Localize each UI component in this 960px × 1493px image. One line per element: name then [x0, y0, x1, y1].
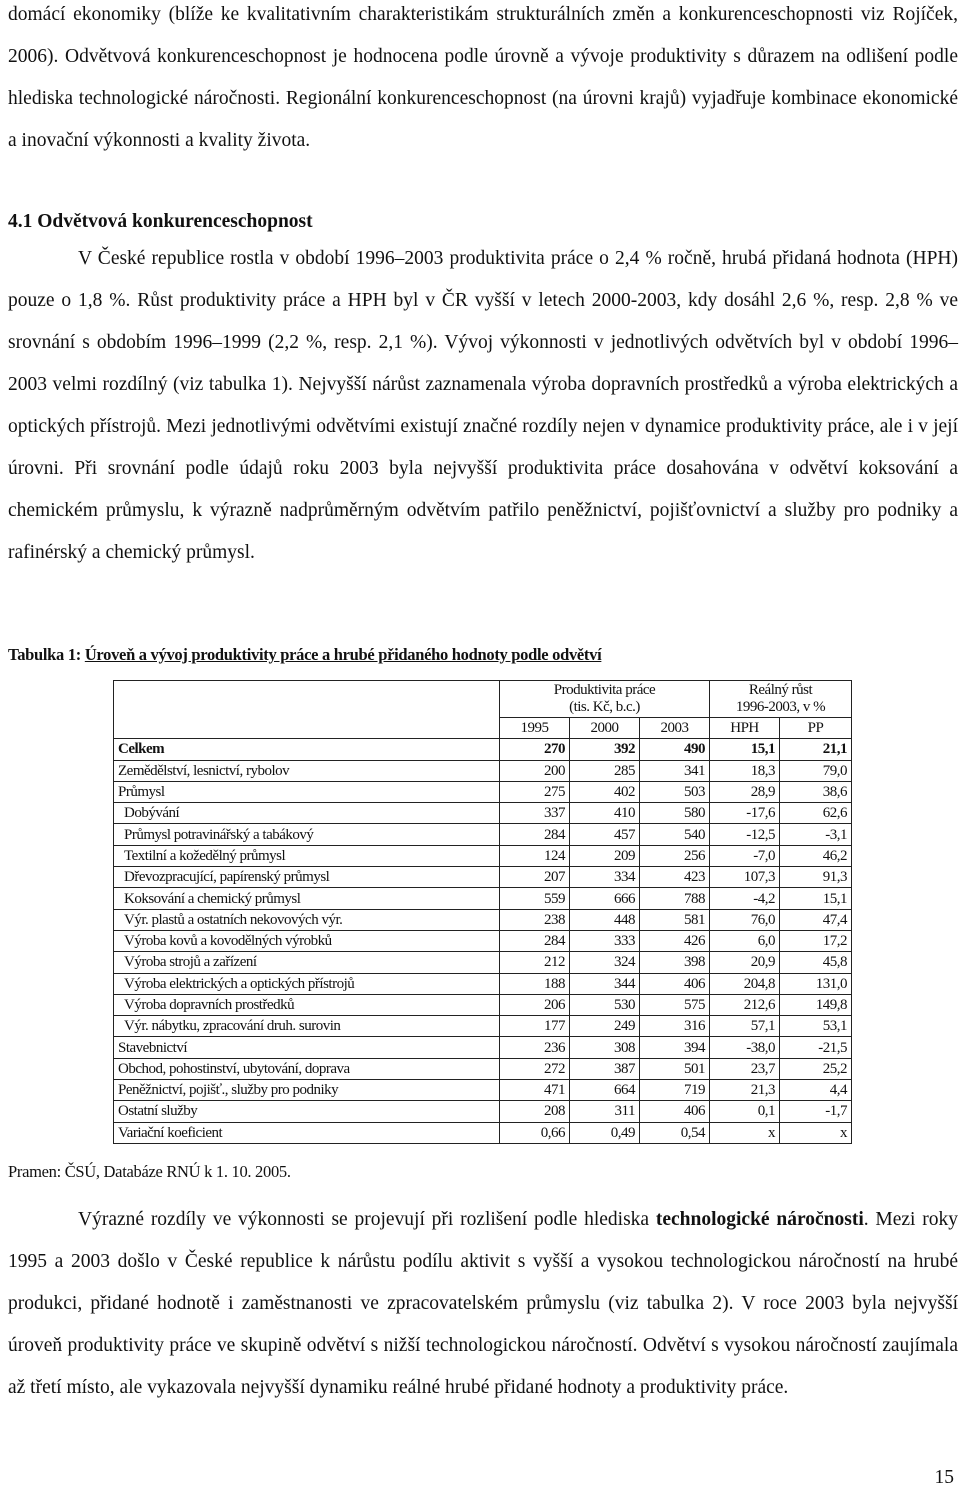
row-label: Celkem [114, 739, 500, 760]
table-row [114, 739, 852, 760]
row-value: 275 [500, 781, 570, 802]
row-value: 6,0 [710, 930, 780, 951]
row-value: 311 [570, 1101, 640, 1122]
row-value: 402 [570, 781, 640, 802]
row-value: 177 [500, 1016, 570, 1037]
table-row [114, 1101, 852, 1122]
header-group-growth [710, 681, 852, 718]
subheader-empty-cell [114, 718, 500, 739]
row-value: 57,1 [710, 1016, 780, 1037]
row-value: 249 [570, 1016, 640, 1037]
header-group-growth-line1: Reálný růst [748, 682, 813, 698]
row-value: 324 [570, 952, 640, 973]
row-value: 212 [500, 952, 570, 973]
row-value: 392 [570, 739, 640, 760]
row-label: Výroba elektrických a optických přístrojů [114, 973, 500, 994]
table-row [114, 1037, 852, 1058]
row-value: 206 [500, 994, 570, 1015]
row-value: 664 [570, 1080, 640, 1101]
row-value: -38,0 [710, 1037, 780, 1058]
row-value: 208 [500, 1101, 570, 1122]
row-label: Výroba kovů a kovodělných výrobků [114, 930, 500, 951]
row-value: 4,4 [780, 1080, 852, 1101]
row-value: 47,4 [780, 909, 852, 930]
row-value: 423 [640, 867, 710, 888]
row-value: -12,5 [710, 824, 780, 845]
row-value: 398 [640, 952, 710, 973]
row-value: 581 [640, 909, 710, 930]
row-label: Variační koeficient [114, 1122, 500, 1143]
row-value: 387 [570, 1058, 640, 1079]
table-row [114, 888, 852, 909]
row-value: 18,3 [710, 760, 780, 781]
row-value: 341 [640, 760, 710, 781]
table-row [114, 867, 852, 888]
table-caption-label: Tabulka 1 [8, 645, 76, 664]
row-value: 406 [640, 1101, 710, 1122]
row-value: 503 [640, 781, 710, 802]
row-value: 344 [570, 973, 640, 994]
table-row [114, 973, 852, 994]
row-value: 316 [640, 1016, 710, 1037]
row-value: 238 [500, 909, 570, 930]
final-paragraph-part1: Výrazné rozdíly ve výkonnosti se projevují při rozlišení podle hlediska [78, 1209, 656, 1230]
row-value: 107,3 [710, 867, 780, 888]
row-value: 270 [500, 739, 570, 760]
row-value: 131,0 [780, 973, 852, 994]
row-value: 21,1 [780, 739, 852, 760]
table-row [114, 824, 852, 845]
source-note: Pramen: ČSÚ, Databáze RNÚ k 1. 10. 2005. [8, 1162, 291, 1181]
row-value: 406 [640, 973, 710, 994]
row-value: 256 [640, 845, 710, 866]
row-value: -4,2 [710, 888, 780, 909]
table-row [114, 760, 852, 781]
table-row [114, 1016, 852, 1037]
row-value: 207 [500, 867, 570, 888]
row-value: 457 [570, 824, 640, 845]
table-header-row [114, 681, 852, 718]
row-value: 25,2 [780, 1058, 852, 1079]
row-label: Průmysl [114, 781, 500, 802]
row-label: Zemědělství, lesnictví, rybolov [114, 760, 500, 781]
row-value: 62,6 [780, 803, 852, 824]
row-value: 426 [640, 930, 710, 951]
subheader-cell: 1995 [500, 718, 570, 739]
row-value: 394 [640, 1037, 710, 1058]
row-label: Koksování a chemický průmysl [114, 888, 500, 909]
row-value: 448 [570, 909, 640, 930]
table-row [114, 1080, 852, 1101]
header-group-productivity-line2: (tis. Kč, b.c.) [569, 699, 640, 715]
row-value: 149,8 [780, 994, 852, 1015]
row-label: Stavebnictví [114, 1037, 500, 1058]
subheader-cell: 2003 [640, 718, 710, 739]
row-value: -21,5 [780, 1037, 852, 1058]
table-row [114, 1122, 852, 1143]
row-value: 236 [500, 1037, 570, 1058]
row-value: 285 [570, 760, 640, 781]
row-value: 20,9 [710, 952, 780, 973]
row-value: 76,0 [710, 909, 780, 930]
row-value: 580 [640, 803, 710, 824]
row-value: 530 [570, 994, 640, 1015]
row-value: 204,8 [710, 973, 780, 994]
row-value: -17,6 [710, 803, 780, 824]
row-value: 17,2 [780, 930, 852, 951]
row-label: Výr. nábytku, zpracování druh. surovin [114, 1016, 500, 1037]
row-value: 28,9 [710, 781, 780, 802]
row-value: 91,3 [780, 867, 852, 888]
table-row [114, 930, 852, 951]
row-label: Dřevozpracující, papírenský průmysl [114, 867, 500, 888]
table-body [114, 739, 852, 1144]
row-value: 46,2 [780, 845, 852, 866]
section-paragraph: V České republice rostla v období 1996–2003 produktivita práce o 2,4 % ročně, hrubá přidaná hodnota (HPH) pouze o 1,8 %. Růst produktivity práce a HPH byl v ČR vyšší v letech 2000-2003, kdy dosáhl 2,6 %, resp. 2,8 % ve srovnání s obdobím 1996–1999 (2,2 %, resp. 2,1 %). Vývoj výkonnosti v jednotlivých odvětvích byl v období 1996–2003 velmi rozdílný (viz tabulka 1). Nejvyšší nárůst zaznamenala výroba dopravních prostředků a výroba elektrických a optických přístrojů. Mezi jednotlivými odvětvími existují značné rozdíly nejen v dynamice produktivity práce, ale i v její úrovni. Při srovnání podle údajů roku 2003 byla nejvyšší produktivita práce dosahována v odvětví koksování a chemickém průmyslu, k výrazně nadprůměrným odvětvím patřilo peněžnictví, pojišťovnictví a služby pro podniky a rafinérský a chemický průmysl. [8, 248, 958, 563]
table-row [114, 952, 852, 973]
row-value: 284 [500, 824, 570, 845]
row-value: -1,7 [780, 1101, 852, 1122]
row-value: 209 [570, 845, 640, 866]
table-caption-separator: : [75, 645, 85, 664]
row-value: 212,6 [710, 994, 780, 1015]
row-label: Výroba strojů a zařízení [114, 952, 500, 973]
intro-paragraph: domácí ekonomiky (blíže ke kvalitativním charakteristikám strukturálních změn a konkurenceschopnosti viz Rojíček, 2006). Odvětvová konkurenceschopnost je hodnocena podle úrovně a vývoje produktivity s důrazem na odlišení podle hlediska technologické náročnosti. Regionální konkurenceschopnost (na úrovni krajů) vyjadřuje kombinace ekonomické a inovační výkonnosti a kvality života. [8, 4, 958, 151]
subheader-cell: 2000 [570, 718, 640, 739]
row-label: Průmysl potravinářský a tabákový [114, 824, 500, 845]
row-value: 490 [640, 739, 710, 760]
page-number: 15 [934, 1467, 954, 1488]
table-row [114, 845, 852, 866]
row-value: 471 [500, 1080, 570, 1101]
table-row [114, 994, 852, 1015]
row-value: 666 [570, 888, 640, 909]
final-paragraph-part2: . Mezi roky 1995 a 2003 došlo v České republice k nárůstu podílu aktivit s vyšší a vysokou technologickou náročností na hrubé produkci, přidané hodnotě i zaměstnanosti ve zpracovatelském průmyslu (viz tabulka 2). V roce 2003 byla nejvyšší úroveň produktivity práce ve skupině odvětví s nižší technologickou náročností. Odvětví s vysokou náročností zaujímala až třetí místo, ale vykazovala nejvyšší dynamiku reálné hrubé přidané hodnoty a produktivity práce. [8, 1209, 958, 1398]
table-subheader-row [114, 718, 852, 739]
row-value: 0,54 [640, 1122, 710, 1143]
final-paragraph-bold: technologické náročnosti [655, 1209, 864, 1230]
row-value: 501 [640, 1058, 710, 1079]
header-empty-cell [114, 681, 500, 718]
table-row [114, 1058, 852, 1079]
row-label: Výroba dopravních prostředků [114, 994, 500, 1015]
table-row [114, 803, 852, 824]
row-label: Dobývání [114, 803, 500, 824]
row-value: 38,6 [780, 781, 852, 802]
row-value: 0,66 [500, 1122, 570, 1143]
header-group-productivity-line1: Produktivita práce [553, 682, 656, 698]
table-caption-title: Úroveň a vývoj produktivity práce a hrubé přidaného hodnoty podle odvětví [84, 645, 602, 664]
row-value: 284 [500, 930, 570, 951]
row-value: x [780, 1122, 852, 1143]
row-value: 188 [500, 973, 570, 994]
row-label: Peněžnictví, pojišť., služby pro podniky [114, 1080, 500, 1101]
row-value: 15,1 [780, 888, 852, 909]
table-row [114, 781, 852, 802]
row-value: 308 [570, 1037, 640, 1058]
row-label: Obchod, pohostinství, ubytování, doprava [114, 1058, 500, 1079]
final-paragraph [8, 1199, 958, 1409]
header-group-productivity [500, 681, 710, 718]
row-value: 21,3 [710, 1080, 780, 1101]
table-caption [8, 643, 601, 667]
row-label: Ostatní služby [114, 1101, 500, 1122]
row-value: 337 [500, 803, 570, 824]
row-value: x [710, 1122, 780, 1143]
subheader-cell: HPH [710, 718, 780, 739]
row-value: 410 [570, 803, 640, 824]
subheader-cell: PP [780, 718, 852, 739]
row-value: 15,1 [710, 739, 780, 760]
section-heading: 4.1 Odvětvová konkurenceschopnost [8, 211, 313, 232]
row-value: -7,0 [710, 845, 780, 866]
row-value: 272 [500, 1058, 570, 1079]
row-value: 200 [500, 760, 570, 781]
row-label: Textilní a kožedělný průmysl [114, 845, 500, 866]
row-value: 0,1 [710, 1101, 780, 1122]
table-row [114, 909, 852, 930]
row-value: 23,7 [710, 1058, 780, 1079]
header-group-growth-line2: 1996-2003, v % [735, 699, 826, 715]
row-value: 0,49 [570, 1122, 640, 1143]
row-value: 575 [640, 994, 710, 1015]
row-value: 45,8 [780, 952, 852, 973]
row-value: 53,1 [780, 1016, 852, 1037]
row-value: 79,0 [780, 760, 852, 781]
row-value: 124 [500, 845, 570, 866]
row-value: 559 [500, 888, 570, 909]
row-value: 788 [640, 888, 710, 909]
row-value: 334 [570, 867, 640, 888]
row-label: Výr. plastů a ostatních nekovových výr. [114, 909, 500, 930]
row-value: 719 [640, 1080, 710, 1101]
row-value: 540 [640, 824, 710, 845]
row-value: 333 [570, 930, 640, 951]
productivity-table [113, 680, 852, 1144]
row-value: -3,1 [780, 824, 852, 845]
